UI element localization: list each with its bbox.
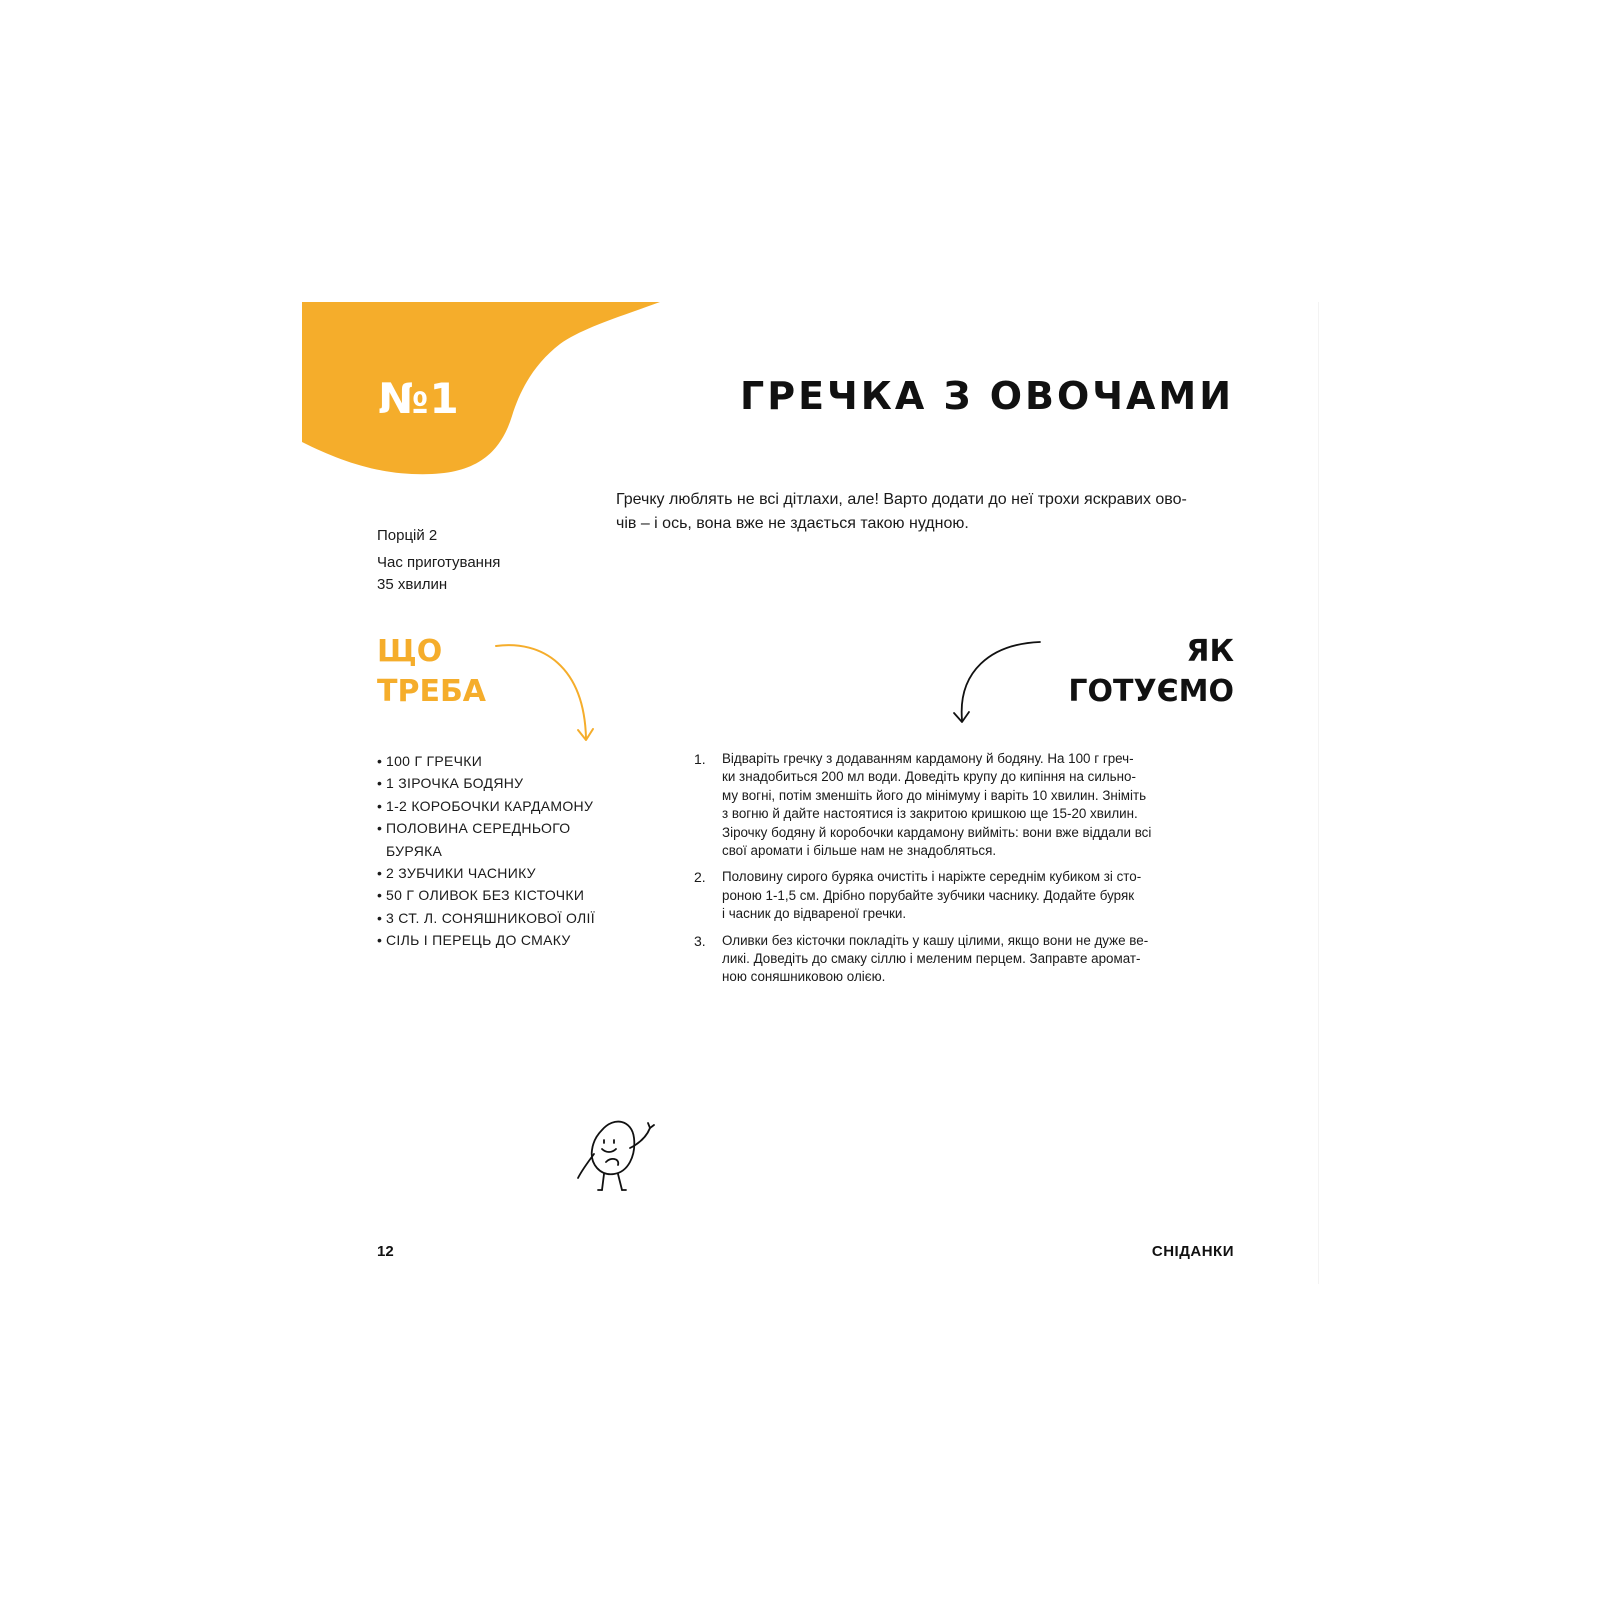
page-edge-line <box>1318 302 1319 1284</box>
step-item <box>694 868 1242 923</box>
step-item <box>694 932 1242 987</box>
ingredients-heading-line: ТРЕБА <box>377 674 487 709</box>
servings-label: Порцій 2 <box>377 527 438 544</box>
recipe-intro <box>616 488 1241 536</box>
list-item <box>377 795 647 817</box>
steps-heading-line: ГОТУЄМО <box>1068 674 1234 709</box>
steps-heading-line: ЯК <box>1186 634 1234 669</box>
ingredient-text: • 1-2 КОРОБОЧКИ КАРДАМОНУ <box>386 797 594 814</box>
recipe-title: ГРЕЧКА З ОВОЧАМИ <box>740 374 1234 418</box>
list-item <box>377 750 647 772</box>
steps-list <box>694 750 1242 995</box>
steps-heading <box>1068 632 1234 712</box>
step-number: 2. <box>694 869 706 886</box>
list-item <box>377 907 647 929</box>
ingredient-text: • 1 ЗІРОЧКА БОДЯНУ <box>386 775 524 792</box>
step-text-line: Оливки без кісточки покладіть у кашу цілими, якщо вони не дуже ве- <box>722 932 1149 948</box>
step-text-line: му вогні, потім зменшіть його до мінімуму і варіть 10 хвилин. Зніміть <box>722 787 1147 803</box>
servings-info <box>377 525 597 547</box>
list-item <box>377 929 647 951</box>
step-text-line: Половину сирого буряка очистіть і наріжте середнім кубиком зі сто- <box>722 869 1142 885</box>
potato-character-illustration <box>568 1118 678 1198</box>
ingredient-text: • ПОЛОВИНА СЕРЕДНЬОГО <box>386 820 571 837</box>
recipe-number: №1 <box>378 374 460 423</box>
step-text-line: ною соняшниковою олією. <box>722 969 886 985</box>
curved-arrow-down-left-icon <box>946 636 1046 728</box>
step-text-line: з вогню й дайте настоятися із закритою кришкою ще 15-20 хвилин. <box>722 806 1138 822</box>
step-number: 3. <box>694 932 706 949</box>
ingredients-list <box>377 750 647 952</box>
ingredient-text: • СІЛЬ І ПЕРЕЦЬ ДО СМАКУ <box>386 932 571 949</box>
list-item <box>377 817 647 862</box>
cooking-time-label: Час приготування <box>377 554 501 571</box>
intro-line: Гречку люблять не всі дітлахи, але! Варто додати до неї трохи яскравих ово- <box>616 491 1187 508</box>
step-item <box>694 750 1242 860</box>
ingredients-heading <box>377 632 486 712</box>
step-text-line: Відваріть гречку з додаванням кардамону й бодяну. На 100 г греч- <box>722 751 1134 766</box>
cooking-time-info <box>377 552 597 596</box>
step-text-line: Зірочку бодяну й коробочки кардамону вийміть: вони вже віддали всі <box>722 824 1152 840</box>
section-name: СНІДАНКИ <box>1151 1243 1234 1260</box>
step-number: 1. <box>694 751 706 767</box>
step-text-line: і часник до відвареної гречки. <box>722 906 907 922</box>
list-item <box>377 772 647 794</box>
step-text-line: ликі. Доведіть до смаку сіллю і меленим перцем. Заправте аромат- <box>722 951 1141 967</box>
ingredient-text: • 3 СТ. Л. СОНЯШНИКОВОЇ ОЛІЇ <box>386 909 595 926</box>
ingredient-text: • 50 Г ОЛИВОК БЕЗ КІСТОЧКИ <box>386 887 585 904</box>
step-text-line: ки знадобиться 200 мл води. Доведіть крупу до кипіння на сильно- <box>722 769 1136 785</box>
ingredients-heading-line: ЩО <box>377 634 443 669</box>
step-text-line: роною 1-1,5 см. Дрібно порубайте зубчики часнику. Додайте буряк <box>722 887 1135 903</box>
list-item <box>377 862 647 884</box>
ingredient-text: • 2 ЗУБЧИКИ ЧАСНИКУ <box>386 865 536 882</box>
ingredient-text: БУРЯКА <box>386 842 443 859</box>
cooking-time-value: 35 хвилин <box>377 576 448 593</box>
step-text-line: свої аромати і більше нам не знадобляться. <box>722 843 997 859</box>
curved-arrow-down-right-icon <box>492 636 602 748</box>
intro-line: чів – і ось, вона вже не здається такою нудною. <box>616 515 969 532</box>
orange-blob-shape <box>302 302 662 482</box>
page-number: 12 <box>377 1243 394 1260</box>
list-item <box>377 884 647 906</box>
ingredient-text: • 100 Г ГРЕЧКИ <box>386 753 483 769</box>
